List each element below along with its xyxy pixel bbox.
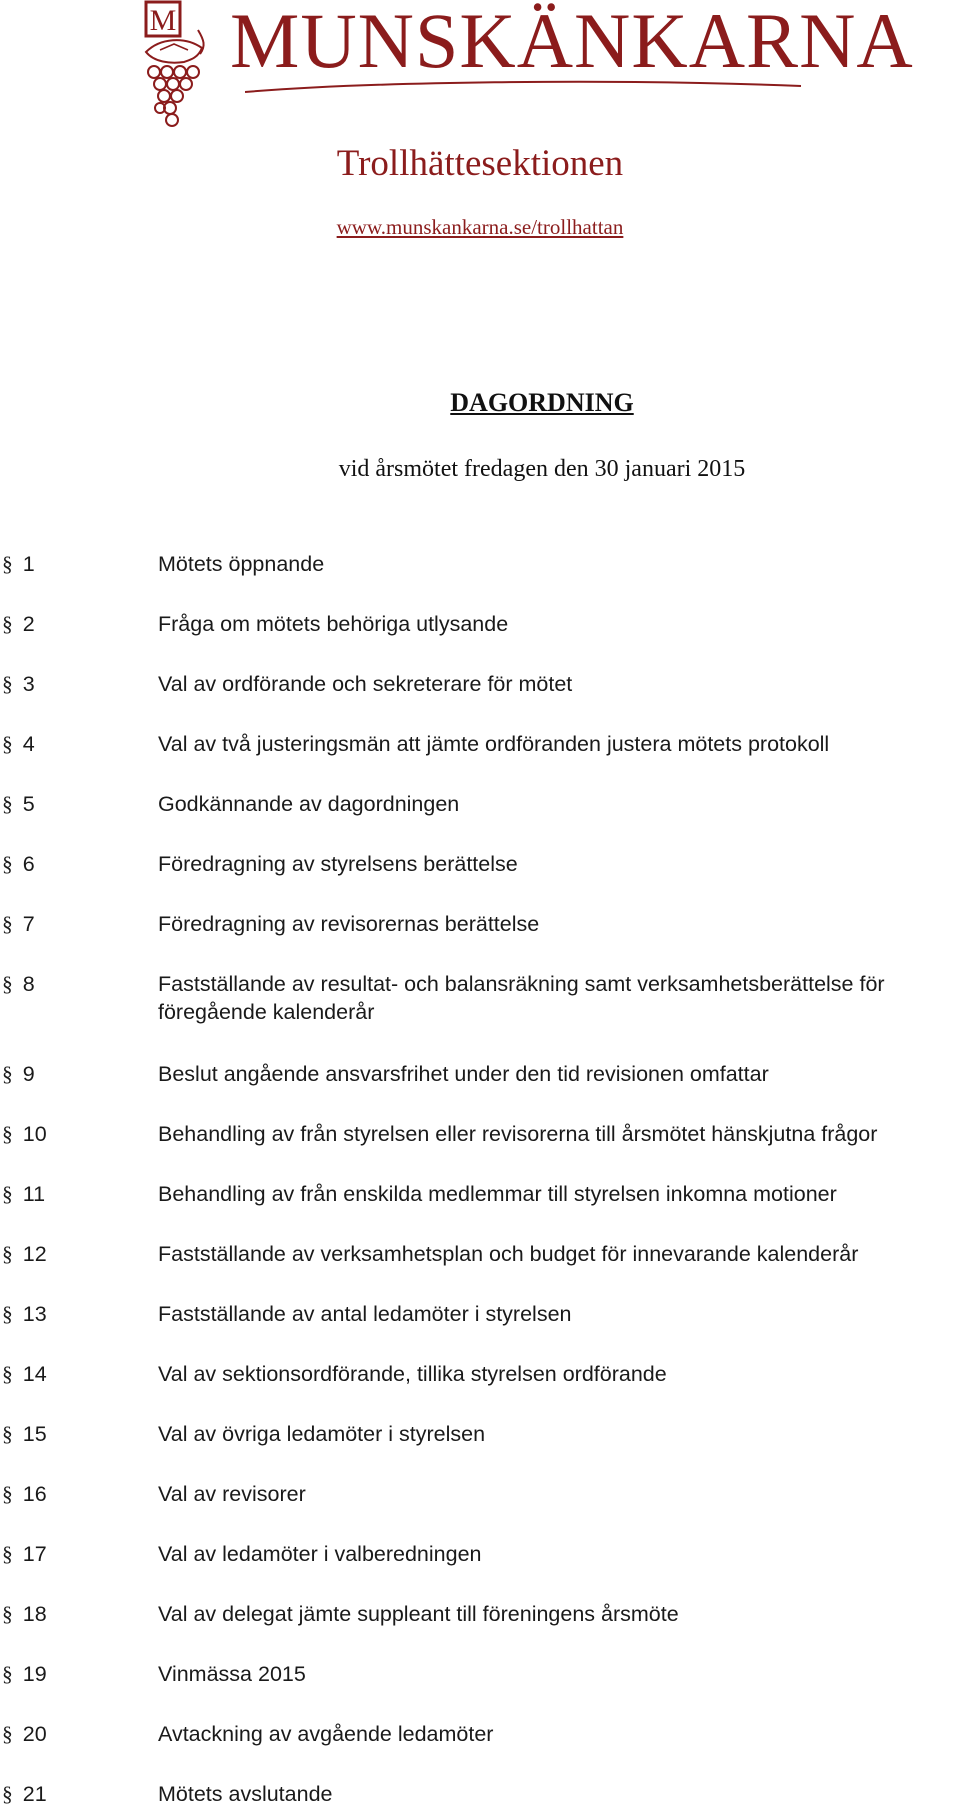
agenda-item-text: Val av sektionsordförande, tillika styrelsen ordförande [158,1362,667,1386]
section-symbol: § [2,1662,13,1686]
agenda-item-text: Fråga om mötets behöriga utlysande [158,612,509,636]
brand-wordmark: MUNSKÄNKARNA [230,0,914,84]
agenda-item-text: Fastställande av resultat- och balansräkning samt verksamhetsberättelse för föregående kalenderår [158,972,885,1024]
agenda-item-text: Val av ledamöter i valberedningen [158,1542,482,1566]
section-symbol: § [2,1062,13,1086]
section-symbol: § [2,972,13,996]
document-subtitle: vid årsmötet fredagen den 30 januari 2015 [338,456,746,482]
agenda-item-number: 11 [22,1182,46,1206]
agenda-item-text: Vinmässa 2015 [158,1662,306,1686]
agenda-item-number: 20 [22,1722,47,1746]
agenda-item-text: Val av två justeringsmän att jämte ordföranden justera mötets protokoll [158,732,830,756]
agenda-item-number: 17 [22,1542,47,1566]
agenda-item-number: 2 [22,612,35,636]
agenda-item-number: 3 [22,672,35,696]
agenda-item-text: Val av revisorer [158,1482,306,1506]
agenda-item-number: 13 [22,1302,47,1326]
agenda-item-number: 8 [22,972,35,996]
grape-logo-icon [140,0,210,140]
website-link[interactable]: www.munskankarna.se/trollhattan [336,215,624,239]
agenda-item-text: Beslut angående ansvarsfrihet under den tid revisionen omfattar [158,1062,769,1086]
agenda-item-number: 21 [22,1782,47,1806]
section-symbol: § [2,1182,13,1206]
section-symbol: § [2,672,13,696]
section-name: Trollhättesektionen [336,143,624,184]
section-symbol: § [2,1722,13,1746]
section-symbol: § [2,1422,13,1446]
section-symbol: § [2,852,13,876]
document-header [0,0,960,250]
agenda-item-number: 1 [22,552,35,576]
agenda-item-number: 18 [22,1602,47,1626]
agenda-item-text: Mötets öppnande [158,552,325,576]
agenda-item-text: Godkännande av dagordningen [158,792,460,816]
section-symbol: § [2,1482,13,1506]
agenda-item-number: 12 [22,1242,47,1266]
agenda-item-text: Fastställande av verksamhetsplan och budget för innevarande kalenderår [158,1242,859,1266]
section-symbol: § [2,1542,13,1566]
section-symbol: § [2,792,13,816]
agenda-item-number: 15 [22,1422,47,1446]
section-symbol: § [2,912,13,936]
agenda-item-text: Val av övriga ledamöter i styrelsen [158,1422,486,1446]
agenda-item-number: 4 [22,732,35,756]
agenda-item-text: Val av ordförande och sekreterare för mötet [158,672,573,696]
section-symbol: § [2,552,13,576]
section-symbol: § [2,612,13,636]
section-symbol: § [2,1362,13,1386]
section-symbol: § [2,1122,13,1146]
section-symbol: § [2,1302,13,1326]
section-symbol: § [2,1242,13,1266]
agenda-item-number: 16 [22,1482,47,1506]
section-symbol: § [2,732,13,756]
brand-swash [245,72,805,102]
document-title: DAGORDNING [450,388,634,417]
section-symbol: § [2,1602,13,1626]
agenda-item-text: Fastställande av antal ledamöter i styrelsen [158,1302,572,1326]
section-symbol: § [2,1782,13,1806]
agenda-item-number: 6 [22,852,35,876]
agenda-item-text: Val av delegat jämte suppleant till föreningens årsmöte [158,1602,679,1626]
agenda-item-text: Behandling av från styrelsen eller revisorerna till årsmötet hänskjutna frågor [158,1122,878,1146]
agenda-item-number: 14 [22,1362,47,1386]
agenda-item-number: 5 [22,792,35,816]
agenda-item-number: 7 [22,912,35,936]
agenda-item-text: Mötets avslutande [158,1782,333,1806]
agenda-item-number: 19 [22,1662,47,1686]
logo-letter: M [149,4,177,37]
agenda-item-text: Avtackning av avgående ledamöter [158,1722,494,1746]
agenda-item-number: 9 [22,1062,35,1086]
agenda-item-text: Behandling av från enskilda medlemmar till styrelsen inkomna motioner [158,1182,837,1206]
agenda-item-number: 10 [22,1122,47,1146]
agenda-item-text: Föredragning av revisorernas berättelse [158,912,540,936]
agenda-item-text: Föredragning av styrelsens berättelse [158,852,518,876]
